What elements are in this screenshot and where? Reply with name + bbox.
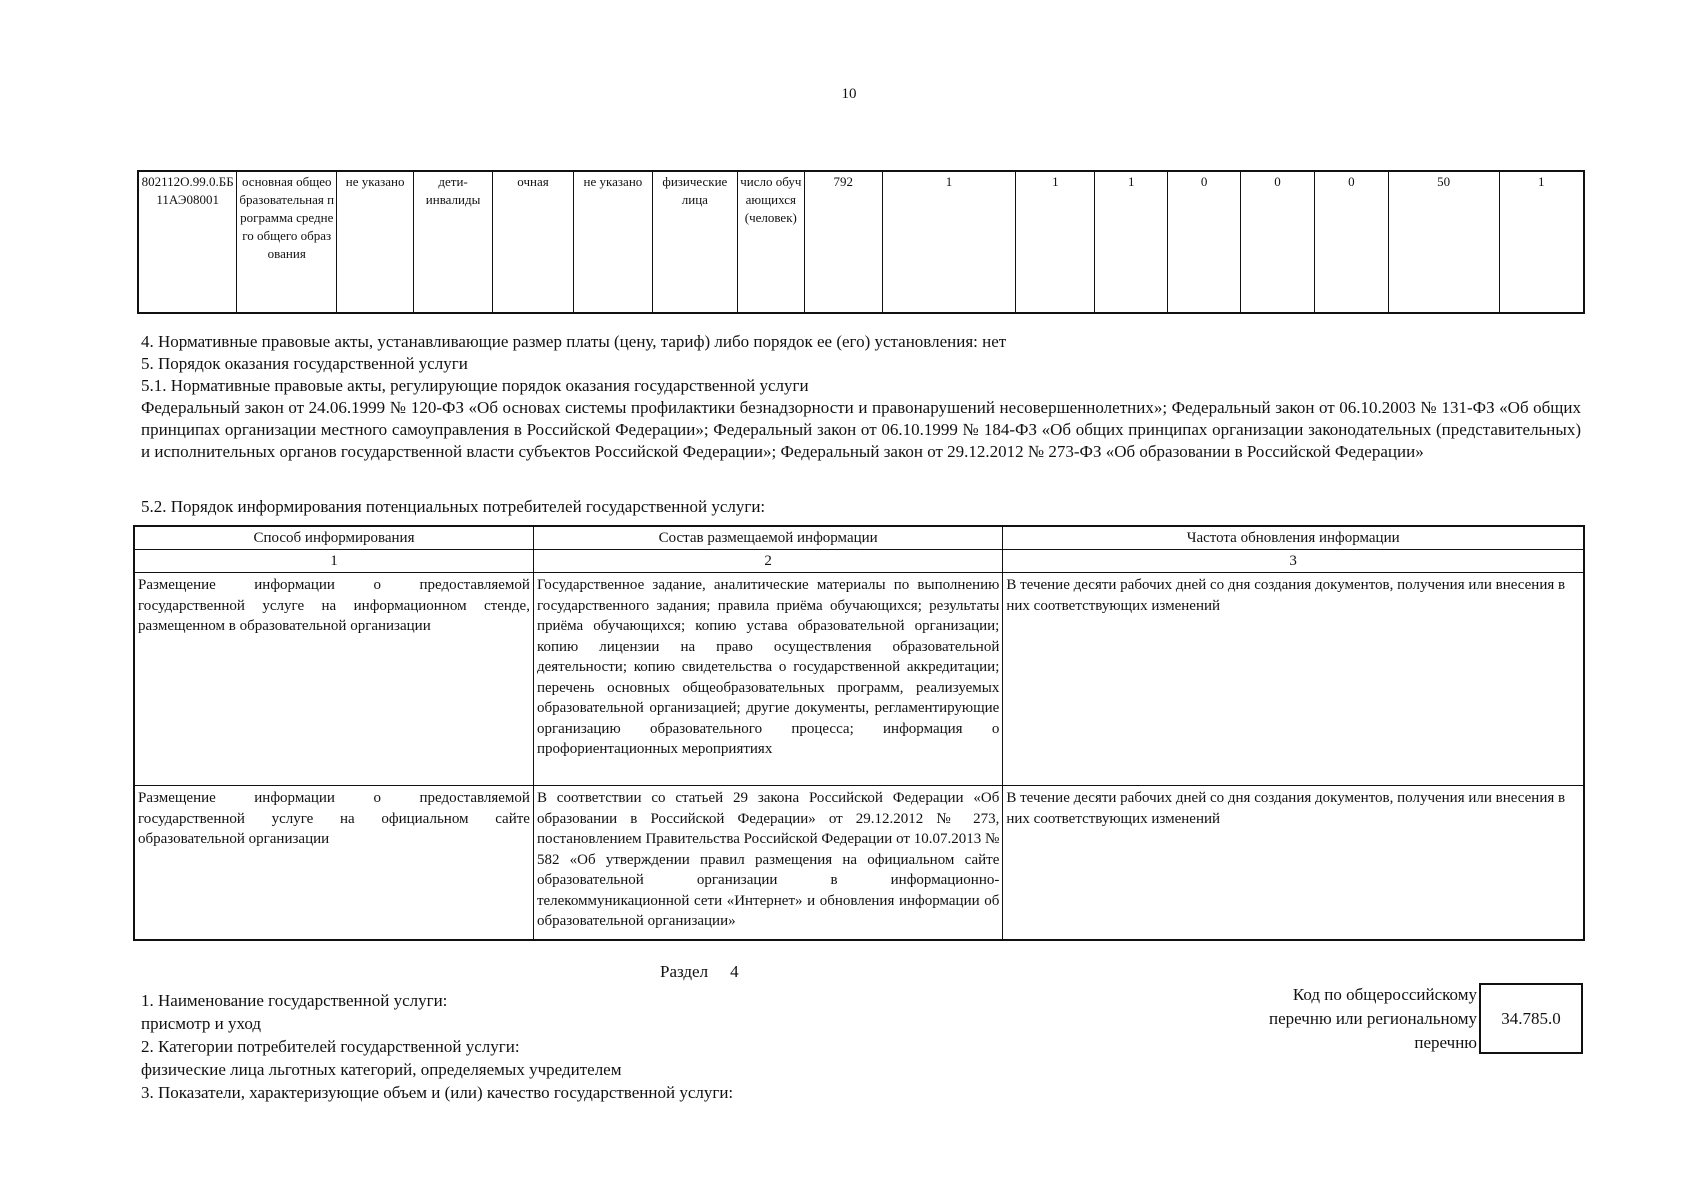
registry-code-label: Код по общероссийскому перечню или региональному перечню (1269, 985, 1477, 1052)
column-header: Частота обновления информации (1003, 526, 1584, 550)
table-cell: не указано (573, 171, 652, 313)
table-cell: физические лица (652, 171, 737, 313)
table-cell: не указано (337, 171, 414, 313)
item-5-1-text: 5.1. Нормативные правовые акты, регулирующие порядок оказания государственной услуги (141, 376, 809, 395)
table-cell: 1 (1499, 171, 1584, 313)
table-row (138, 171, 1584, 313)
table-cell: 1 (882, 171, 1016, 313)
table-cell: 0 (1241, 171, 1315, 313)
info-content: Государственное задание, аналитические материалы по выполнению государственного задания; правила приёма обучающихся; результаты приёма обучающихся; копию устава образовательной организации; копию лицензии на право осуществления образовательной деятельности; копию свидетельства о государственной аккредитации; перечень основных общеобразовательных программ, реализуемых образовательной организацией; другие документы, регламентирующие организацию образовательного процесса; информация о профориентационных мероприятиях (533, 573, 1002, 786)
table-cell: 792 (804, 171, 882, 313)
section-number: 4 (730, 962, 739, 981)
table-cell: число обучающихся (человек) (737, 171, 804, 313)
table-cell: 0 (1168, 171, 1241, 313)
program-name: основная общеобразовательная программа среднего общего образования (237, 171, 337, 313)
column-number: 3 (1003, 550, 1584, 573)
column-number: 1 (134, 550, 533, 573)
indicators-label: 3. Показатели, характеризующие объем и (или) качество государственной услуги: (141, 1083, 734, 1102)
table-cell: очная (493, 171, 574, 313)
section-label: Раздел (660, 962, 709, 981)
table-cell: 50 (1388, 171, 1499, 313)
table-cell: 1 (1016, 171, 1095, 313)
info-method: Размещение информации о предоставляемой государственной услуге на официальном сайте образовательной организации (134, 786, 533, 940)
table-row (134, 786, 1584, 940)
info-frequency: В течение десяти рабочих дней со дня создания документов, получения или внесения в них соответствующих изменений (1003, 786, 1584, 940)
table-cell: 0 (1314, 171, 1388, 313)
table-cell: 1 (1095, 171, 1168, 313)
consumer-category-label: 2. Категории потребителей государственной услуги: (141, 1037, 520, 1056)
section-heading (660, 962, 739, 982)
service-name-value: присмотр и уход (141, 1014, 262, 1033)
table-number-row (134, 550, 1584, 573)
column-number: 2 (533, 550, 1002, 573)
laws-paragraph: Федеральный закон от 24.06.1999 № 120-ФЗ «Об основах системы профилактики безнадзорности и правонарушений несовершеннолетних»; Федеральный закон от 06.10.2003 № 131-ФЗ «Об общих принципах организации местного самоуправления в Российской Федерации»; Федеральный закон от 06.10.1999 № 184-ФЗ «Об общих принципах организации законодательных (представительных) и исполнительных органов государственной власти субъектов Российской Федерации»; Федеральный закон от 29.12.2012 № 273-ФЗ «Об образовании в Российской Федерации» (141, 398, 1581, 461)
registry-code: 802112О.99.0.ББ11АЭ08001 (138, 171, 237, 313)
table-cell: дети-инвалиды (414, 171, 493, 313)
table-header-row (134, 526, 1584, 550)
info-frequency: В течение десяти рабочих дней со дня создания документов, получения или внесения в них соответствующих изменений (1003, 573, 1584, 786)
service-name-label: 1. Наименование государственной услуги: (141, 991, 448, 1010)
item-5-2-text: 5.2. Порядок информирования потенциальных потребителей государственной услуги: (141, 497, 766, 516)
column-header: Способ информирования (134, 526, 533, 550)
registry-code-value: 34.785.0 (1501, 1008, 1561, 1028)
consumer-category-value: физические лица льготных категорий, определяемых учредителем (141, 1060, 622, 1079)
column-header: Состав размещаемой информации (533, 526, 1002, 550)
page-number: 10 (841, 86, 857, 102)
information-table (133, 525, 1585, 941)
table-row (134, 573, 1584, 786)
info-method: Размещение информации о предоставляемой государственной услуге на информационном стенде, размещенном в образовательной организации (134, 573, 533, 786)
registry-code-box (1479, 983, 1583, 1054)
info-content: В соответствии со статьей 29 закона Российской Федерации «Об образовании в Российской Федерации» от 29.12.2012 № 273, постановлением Правительства Российской Федерации от 10.07.2013 № 582 «Об утверждении правил размещения на официальном сайте образовательной организации в информационно-телекоммуникационной сети «Интернет» и обновления информации об образовательной организации» (533, 786, 1002, 940)
item-4-text: 4. Нормативные правовые акты, устанавливающие размер платы (цену, тариф) либо порядок ее (его) установления: нет (141, 332, 1007, 351)
indicator-table (137, 170, 1585, 314)
item-5-text: 5. Порядок оказания государственной услуги (141, 354, 468, 373)
